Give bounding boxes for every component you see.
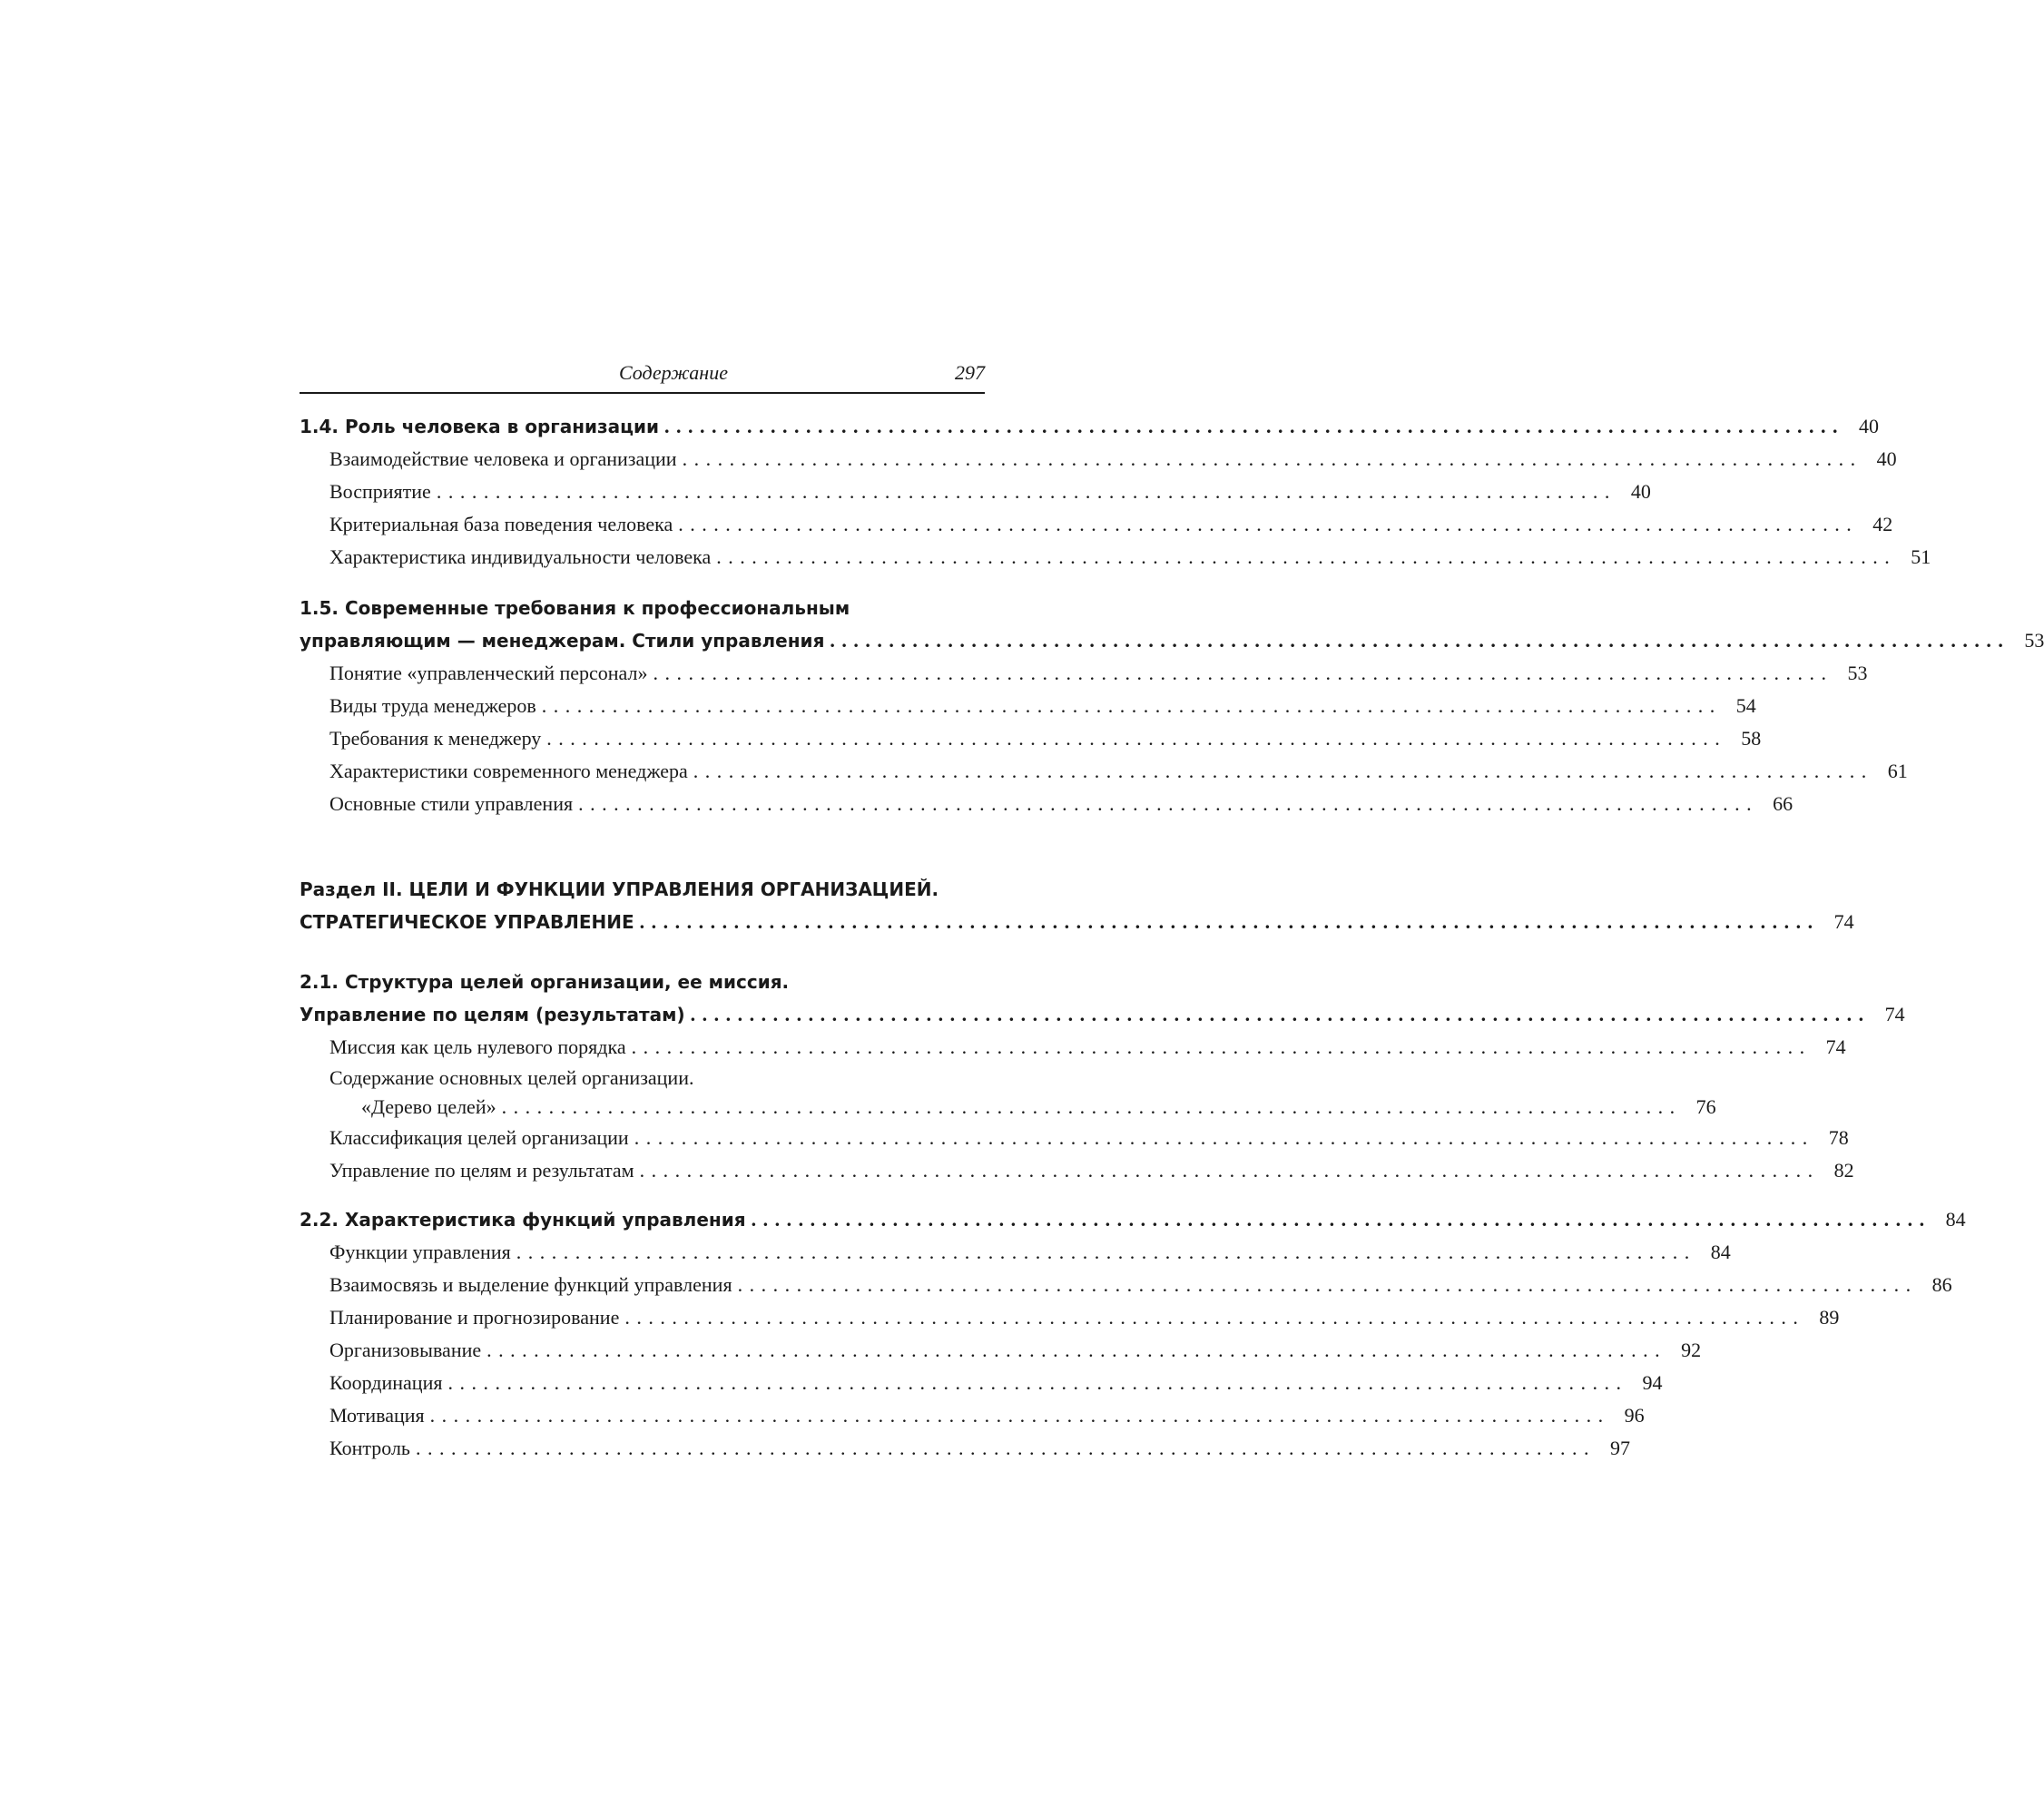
toc-section-title-line: 1.5. Современные требования к профессиональным	[300, 597, 850, 619]
toc-page-number: 40	[1876, 447, 1897, 470]
toc-page-number: 97	[1609, 1437, 1630, 1459]
toc-entry-title: Планирование и прогнозирование	[329, 1306, 620, 1329]
toc-page-number: 54	[1735, 694, 1756, 717]
toc-page-number: 92	[1681, 1339, 1702, 1361]
toc-page-number: 42	[1872, 513, 1893, 535]
toc-entry	[300, 1334, 1702, 1367]
toc-entry	[300, 1154, 1854, 1187]
leader-dots: ....................................................................................................	[737, 1273, 1918, 1296]
leader-dots: ....................................................................................................	[639, 1159, 1820, 1182]
leader-dots: ....................................................................................................	[516, 1241, 1696, 1263]
toc-section-title-line: управляющим — менеджерам. Стили управления	[300, 630, 825, 652]
toc-part-title-line: Раздел II. ЦЕЛИ И ФУНКЦИИ УПРАВЛЕНИЯ ОРГАНИЗАЦИЕЙ.	[300, 878, 939, 900]
leader-dots: ....................................................................................................	[578, 792, 1759, 815]
toc-page-number: 76	[1695, 1095, 1716, 1118]
toc-entry-title: Контроль	[329, 1437, 410, 1459]
toc-entry-title: Функции управления	[329, 1241, 511, 1263]
toc-page-number: 66	[1773, 792, 1793, 815]
running-head-title: Содержание	[618, 361, 728, 384]
toc-entry	[300, 755, 1908, 788]
toc-entry-title: Виды труда менеджеров	[329, 694, 536, 717]
toc-entry	[300, 1367, 1663, 1399]
toc-section-2-2	[300, 1203, 1966, 1236]
toc-entry-title: Взаимосвязь и выделение функций управления	[329, 1273, 732, 1296]
running-head-page-number: 297	[955, 361, 985, 384]
toc-page-number: 84	[1710, 1241, 1731, 1263]
toc-page-number: 94	[1642, 1371, 1663, 1394]
leader-dots: ....................................................................................................	[546, 727, 1727, 750]
toc-page-number: 96	[1624, 1404, 1645, 1427]
toc-page-number: 82	[1833, 1159, 1854, 1182]
leader-dots: ....................................................................................................	[664, 415, 1845, 437]
leader-dots: ....................................................................................................	[682, 447, 1862, 470]
toc-page-number: 58	[1741, 727, 1762, 750]
toc-entry-title: Координация	[329, 1371, 443, 1394]
toc-entry	[300, 690, 1756, 722]
toc-entry-title: Критериальная база поведения человека	[329, 513, 673, 535]
toc-entry-title: Организовывание	[329, 1339, 482, 1361]
leader-dots: ....................................................................................................	[541, 694, 1722, 717]
toc-entry	[300, 1399, 1645, 1432]
toc-entry-title: Основные стили управления	[329, 792, 574, 815]
toc-entry	[300, 1432, 1630, 1465]
leader-dots: ....................................................................................................	[830, 629, 2010, 652]
leader-dots: ....................................................................................................	[678, 513, 1859, 535]
toc-entry	[300, 1301, 1840, 1334]
toc-entry-title-line: Содержание основных целей организации.	[329, 1066, 694, 1089]
running-head	[300, 361, 985, 394]
toc-page-number: 89	[1819, 1306, 1840, 1329]
toc-entry-title: Классификация целей организации	[329, 1126, 629, 1149]
toc-entry-title: Понятие «управленческий персонал»	[329, 662, 648, 684]
leader-dots: ....................................................................................................	[501, 1095, 1682, 1118]
toc-entry	[300, 1122, 1849, 1154]
leader-dots: ....................................................................................................	[690, 1003, 1871, 1025]
toc-section-title-line: Управление по целям (результатам)	[300, 1004, 685, 1025]
leader-dots: ....................................................................................................	[631, 1035, 1812, 1058]
leader-dots: ....................................................................................................	[716, 545, 1897, 568]
leader-dots: ....................................................................................................	[653, 662, 1833, 684]
book-page	[300, 361, 2044, 1465]
toc-entry-title: Миссия как цель нулевого порядка	[329, 1035, 626, 1058]
toc-entry	[300, 508, 1893, 541]
toc-part-2	[300, 873, 1854, 938]
toc-entry-title: Характеристика индивидуальности человека	[329, 545, 712, 568]
leader-dots: ....................................................................................................	[415, 1437, 1596, 1459]
leader-dots: ....................................................................................................	[624, 1306, 1805, 1329]
leader-dots: ....................................................................................................	[486, 1339, 1667, 1361]
toc-page-number: 51	[1911, 545, 1931, 568]
toc-section-2-1	[300, 966, 1905, 1031]
toc-page-number: 61	[1887, 760, 1908, 782]
toc-section-title: 2.2. Характеристика функций управления	[300, 1209, 746, 1231]
toc-page-number: 40	[1630, 480, 1651, 503]
toc-entry	[300, 788, 1793, 820]
toc-entry	[300, 1031, 1846, 1064]
toc-page-number: 74	[1833, 910, 1854, 933]
leader-dots: ....................................................................................................	[751, 1208, 1931, 1231]
toc-entry-title: Мотивация	[329, 1404, 425, 1427]
toc-entry	[300, 541, 1931, 574]
toc-page-number: 74	[1884, 1003, 1905, 1025]
toc-entry-title: Управление по целям и результатам	[329, 1159, 634, 1182]
toc-entry	[300, 476, 1651, 508]
toc-part-title-line: СТРАТЕГИЧЕСКОЕ УПРАВЛЕНИЕ	[300, 911, 634, 933]
leader-dots: ....................................................................................................	[693, 760, 1873, 782]
toc-entry	[300, 657, 1868, 690]
toc-page-number: 86	[1931, 1273, 1952, 1296]
leader-dots: ....................................................................................................	[429, 1404, 1610, 1427]
toc-entry	[300, 1269, 1952, 1301]
toc-page-number: 53	[2024, 629, 2044, 652]
toc-page-number: 78	[1828, 1126, 1849, 1149]
toc-section-1-4	[300, 410, 1880, 443]
leader-dots: ....................................................................................................	[634, 1126, 1814, 1149]
toc-section-1-5	[300, 592, 2044, 657]
toc-page-number: 74	[1825, 1035, 1846, 1058]
toc-entry	[300, 722, 1762, 755]
leader-dots: ....................................................................................................	[436, 480, 1617, 503]
toc-entry	[300, 1236, 1731, 1269]
toc-page-number: 84	[1945, 1208, 1966, 1231]
leader-dots: ....................................................................................................	[639, 910, 1820, 933]
toc-section-title: 1.4. Роль человека в организации	[300, 416, 660, 437]
toc-entry-title: Взаимодействие человека и организации	[329, 447, 677, 470]
toc-entry-title: Характеристики современного менеджера	[329, 760, 688, 782]
toc-page-number: 40	[1859, 415, 1880, 437]
toc-page-number: 53	[1847, 662, 1868, 684]
toc-entry	[300, 1064, 1716, 1122]
leader-dots: ....................................................................................................	[447, 1371, 1628, 1394]
toc-entry-title: Восприятие	[329, 480, 431, 503]
toc-entry	[300, 443, 1897, 476]
toc-section-title-line: 2.1. Структура целей организации, ее миссия.	[300, 971, 790, 993]
toc-entry-title-line: «Дерево целей»	[361, 1095, 496, 1118]
toc-entry-title: Требования к менеджеру	[329, 727, 542, 750]
